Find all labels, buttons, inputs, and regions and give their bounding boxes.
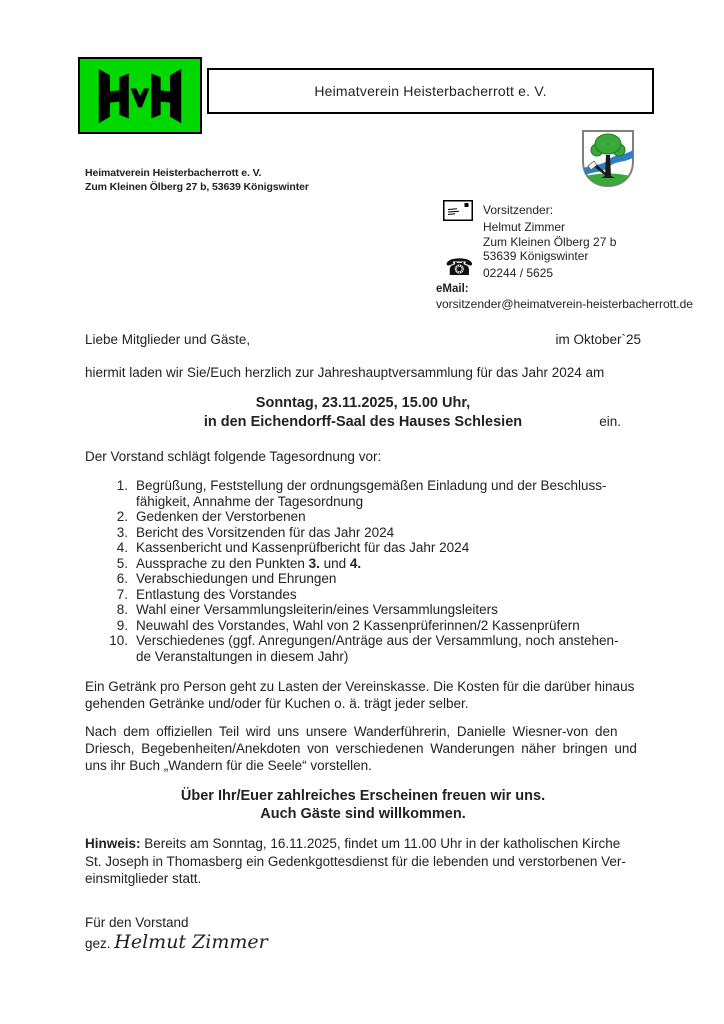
paragraph-drinks: Ein Getränk pro Person geht zu Lasten der Vereinskasse. Die Kosten für die darüber hinaus gehenden Getränke und/oder für Kuchen o. ä. trägt jeder selber. — [85, 679, 635, 711]
salutation: Liebe Mitglieder und Gäste, — [85, 332, 251, 347]
sender-line1: Heimatverein Heisterbacherrott e. V. — [85, 167, 262, 179]
agenda-item-8: 8. Wahl einer Versammlungsleiterin/eines Versammlungsleiters — [116, 602, 498, 617]
date-line: im Oktober`25 — [555, 332, 641, 347]
intro-line: hiermit laden wir Sie/Euch herzlich zur Jahreshauptversammlung für das Jahr 2024 am — [85, 365, 605, 380]
signature-name: Helmut Zimmer — [114, 930, 268, 953]
event-date-time: Sonntag, 23.11.2025, 15.00 Uhr, — [255, 395, 471, 411]
signature-prefix: gez. — [85, 935, 115, 951]
letterhead-title: Heimatverein Heisterbacherrott e. V. — [314, 83, 547, 99]
coat-of-arms-icon — [580, 129, 636, 194]
agenda-item-2: 2. Gedenken der Verstorbenen — [116, 509, 306, 524]
contact-city: 53639 Königswinter — [483, 249, 589, 263]
hvh-logo-icon — [88, 66, 192, 126]
envelope-icon — [443, 200, 473, 226]
signoff: Für den Vorstand — [85, 914, 189, 930]
note-label: Hinweis: — [85, 836, 141, 851]
agenda-intro: Der Vorstand schlägt folgende Tagesordnung vor: — [85, 449, 382, 464]
note-paragraph: Hinweis: Bereits am Sonntag, 16.11.2025, findet um 11.00 Uhr in der katholischen Kirche St. Joseph in Thomasberg ein Gedenkgottesdienst für die lebenden und verstorbenen Ver- einsmitglieder statt. — [85, 836, 626, 886]
paragraph-speaker: Nach dem offiziellen Teil wird uns unsere Wanderführerin, Danielle Wiesner-von den Driesch, Begebenheiten/Anekdoten von verschiedenen Wanderungen näher bringen und uns ihr Buch „Wandern für die Seele“ vorstellen. — [85, 724, 637, 773]
contact-name: Helmut Zimmer — [483, 220, 566, 234]
agenda-item-9: 9. Neuwahl des Vorstandes, Wahl von 2 Kassenprüferinnen/2 Kassenprüfern — [116, 617, 580, 633]
sender-line2: Zum Kleinen Ölberg 27 b, 53639 Königswinter — [85, 181, 309, 193]
email-address: vorsitzender@heimatverein-heisterbacherrott.de — [436, 297, 693, 311]
agenda-item-3: 3. Bericht des Vorsitzenden für das Jahr 2024 — [116, 524, 395, 540]
hvh-logo — [78, 57, 202, 134]
event-location: in den Eichendorff-Saal des Hauses Schlesien — [203, 413, 523, 430]
contact-phone-number: 02244 / 5625 — [483, 266, 554, 280]
agenda-item-7: 7. Entlastung des Vorstandes — [116, 586, 297, 602]
letterhead-title-box — [207, 68, 654, 114]
agenda-item-10: 10. Verschiedenes (ggf. Anregungen/Anträge aus der Versammlung, noch anstehen- de Veranstaltungen in diesem Jahr) — [109, 633, 619, 664]
signature-line — [85, 931, 641, 955]
phone-icon: ☎ — [445, 254, 474, 280]
agenda-list — [85, 478, 641, 664]
event-block — [85, 394, 641, 431]
agenda-item-6: 6. Verabschiedungen und Ehrungen — [116, 571, 337, 586]
agenda-item-1: 1. Begrüßung, Feststellung der ordnungsgemäßen Einladung und der Beschluss- fähigkeit, Annahme der Tagesordnung — [116, 478, 607, 509]
agenda-item-4: 4. Kassenbericht und Kassenprüfbericht für das Jahr 2024 — [116, 540, 470, 555]
letter-body — [85, 331, 641, 955]
contact-street: Zum Kleinen Ölberg 27 b — [483, 234, 617, 249]
contact-address — [483, 220, 616, 264]
agenda-item-5: 5. Aussprache zu den Punkten 3. und 4. — [116, 555, 362, 571]
email-label: eMail: — [436, 283, 469, 295]
sender-address — [85, 166, 309, 194]
contact-role-label: Vorsitzender: — [483, 203, 554, 217]
closing-appeal: Über Ihr/Euer zahlreiches Erscheinen freuen wir uns. Auch Gäste sind willkommen. — [180, 788, 546, 822]
event-suffix: ein. — [599, 413, 621, 429]
